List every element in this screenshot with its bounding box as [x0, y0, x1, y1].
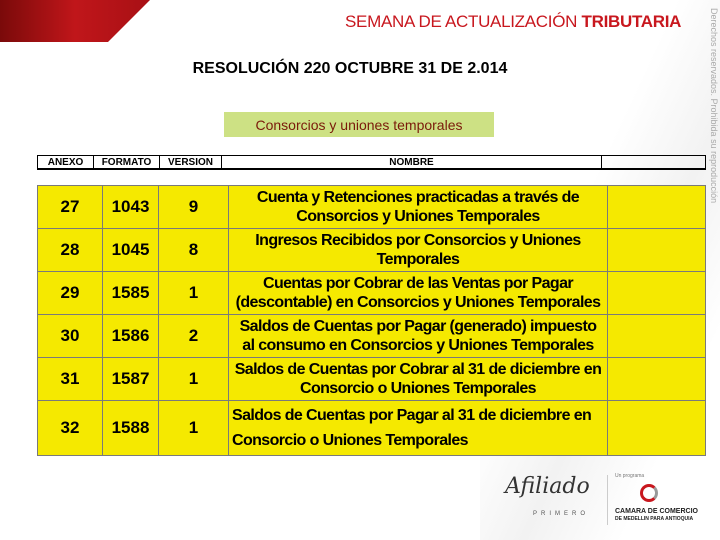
- table-row: [38, 401, 706, 456]
- header-blank: [602, 156, 705, 168]
- anexo-cell: 31: [38, 358, 103, 401]
- header-nombre: NOMBRE: [222, 156, 602, 168]
- anexo-cell: 32: [38, 401, 103, 456]
- blank-cell: [608, 272, 706, 315]
- brand-light: SEMANA DE ACTUALIZACIÓN: [345, 12, 582, 31]
- brand-bold: TRIBUTARIA: [581, 12, 682, 31]
- page-title: [0, 60, 700, 78]
- afiliado-logo: Afiliado: [505, 474, 590, 499]
- formato-cell: 1587: [103, 358, 159, 401]
- anexo-cell: 29: [38, 272, 103, 315]
- nombre-cell: Saldos de Cuentas por Pagar al 31 de diciembre en Consorcio o Uniones Temporales: [229, 401, 608, 456]
- camara-comercio-icon: [640, 484, 658, 502]
- blank-cell: [608, 401, 706, 456]
- section-label: Consorcios y uniones temporales: [224, 112, 494, 137]
- nombre-cell: Cuentas por Cobrar de las Ventas por Pagar (descontable) en Consorcios y Uniones Temporales: [229, 272, 608, 315]
- formato-cell: 1588: [103, 401, 159, 456]
- cc-line1: CAMARA DE COMERCIO: [615, 508, 698, 515]
- cc-line2: DE MEDELLIN PARA ANTIOQUIA: [615, 516, 694, 522]
- blank-cell: [608, 186, 706, 229]
- logo-divider: [607, 475, 608, 525]
- version-cell: 1: [159, 401, 229, 456]
- afiliado-sub: PRIMERO: [533, 511, 590, 517]
- footer-logos: [505, 470, 710, 532]
- nombre-cell: Ingresos Recibidos por Consorcios y Uniones Temporales: [229, 229, 608, 272]
- table-row: [38, 358, 706, 401]
- header-version: VERSION: [160, 156, 222, 168]
- nombre-cell: Saldos de Cuentas por Cobrar al 31 de diciembre en Consorcio o Uniones Temporales: [229, 358, 608, 401]
- program-note: Un programa: [615, 473, 645, 479]
- page-title-text: RESOLUCIÓN 220 OCTUBRE 31 DE 2.014: [192, 60, 508, 77]
- red-banner: [0, 0, 150, 42]
- formats-table: [37, 185, 706, 456]
- blank-cell: [608, 358, 706, 401]
- anexo-cell: 28: [38, 229, 103, 272]
- nombre-cell: Cuenta y Retenciones practicadas a través de Consorcios y Uniones Temporales: [229, 186, 608, 229]
- header-anexo: ANEXO: [38, 156, 94, 168]
- formato-cell: 1585: [103, 272, 159, 315]
- blank-cell: [608, 315, 706, 358]
- table-row: [38, 186, 706, 229]
- nombre-cell: Saldos de Cuentas por Pagar (generado) impuesto al consumo en Consorcios y Uniones Temporales: [229, 315, 608, 358]
- version-cell: 1: [159, 272, 229, 315]
- table-header: [37, 155, 706, 170]
- version-cell: 9: [159, 186, 229, 229]
- anexo-cell: 30: [38, 315, 103, 358]
- blank-cell: [608, 229, 706, 272]
- copyright-note: Derechos reservados. Prohibida su reproducción: [709, 8, 719, 204]
- brand-title: [345, 12, 681, 32]
- formato-cell: 1586: [103, 315, 159, 358]
- version-cell: 2: [159, 315, 229, 358]
- formato-cell: 1043: [103, 186, 159, 229]
- version-cell: 8: [159, 229, 229, 272]
- header-formato: FORMATO: [94, 156, 160, 168]
- anexo-cell: 27: [38, 186, 103, 229]
- table-row: [38, 315, 706, 358]
- table-row: [38, 272, 706, 315]
- version-cell: 1: [159, 358, 229, 401]
- table-row: [38, 229, 706, 272]
- formato-cell: 1045: [103, 229, 159, 272]
- camara-comercio-logo: [615, 508, 698, 523]
